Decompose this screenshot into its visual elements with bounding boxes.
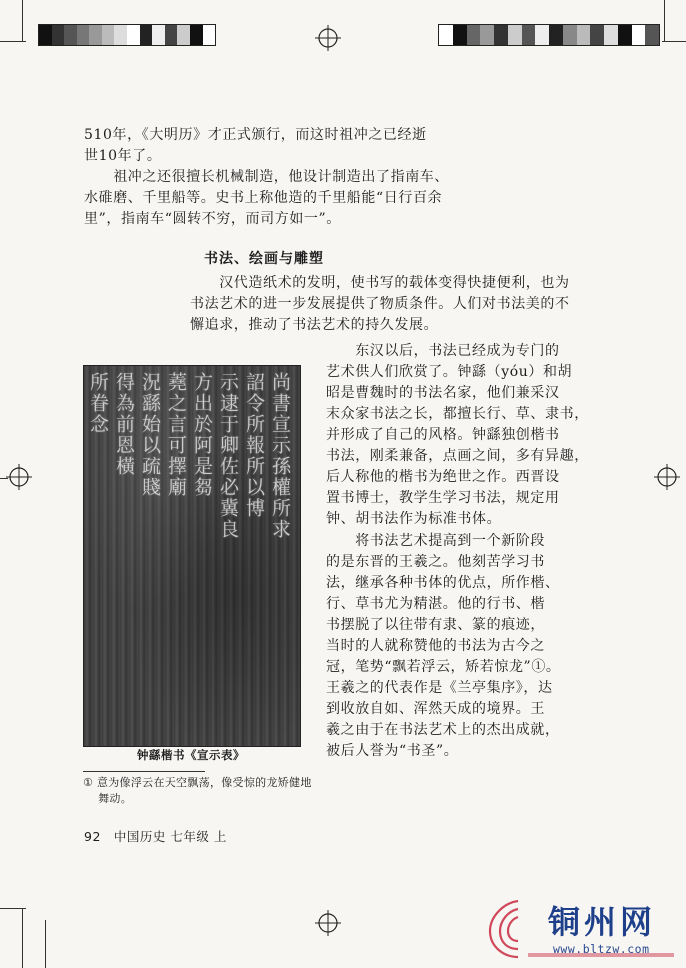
rubbing-column: 詔令所報所以博	[243, 372, 265, 519]
watermark-url: www.bltzw.com	[553, 942, 650, 956]
intro-paragraph: 510年，《大明历》才正式颁行，而这时祖冲之已经逝 世10年了。	[84, 127, 427, 164]
rubbing-column: 況繇始以疏賤	[139, 372, 161, 498]
rubbing-column: 示逮于卿佐必冀良	[217, 372, 239, 540]
crop-mark	[45, 920, 46, 968]
crop-mark	[664, 0, 665, 42]
crop-mark	[22, 0, 23, 42]
footnote: ① 意为像浮云在天空飘荡，像受惊的龙矫健地 舞动。	[83, 776, 312, 805]
body-paragraph: 东汉以后，书法已经成为专门的 艺术供人们欣赏了。钟繇（yóu）和胡 昭是曹魏时的书法名家，他们兼采汉 末众家书法之长，都擅长行、草、隶书， 并形成了自己的风格。钟繇独创楷书 书法，刚柔兼备，点画之间，多有异趣， 后人称他的楷书为绝世之作。西晋设 置书博士，教学生学习书法，规定用 钟、胡书法作为标准书体。	[326, 343, 589, 527]
intro-paragraph: 祖冲之还很擅长机械制造，他设计制造出了指南车、 水碓磨、千里船等。史书上称他造的千里船能“日行百余 里”，指南车“圆转不穷，而司方如一”。	[84, 169, 449, 227]
watermark-title: 铜州网	[548, 903, 657, 941]
rubbing-column: 所眷念	[87, 372, 109, 435]
crop-mark	[662, 41, 686, 42]
body-paragraph: 将书法艺术提高到一个新阶段 的是东晋的王羲之。他刻苦学习书 法，继承各种书体的优点，所作楷、 行、草书尤为精湛。他的行书、楷 书摆脱了以往带有隶、篆的痕迹， 当时的人就称赞他的书法为古今之 冠，笔势“飘若浮云，矫若惊龙”①。 王羲之的代表作是《兰亭集序》，达 到收放自如、浑然天成的境界。王 羲之由于在书法艺术上的杰出成就， 被后人誉为“书圣”。	[326, 533, 561, 759]
registration-mark-icon	[6, 464, 32, 490]
registration-mark-icon	[654, 464, 680, 490]
page-folio: 92 中国历史 七年级 上	[84, 829, 227, 844]
registration-mark-icon	[315, 910, 341, 936]
section-heading: 书法、绘画与雕塑	[204, 251, 324, 267]
rubbing-column: 蕘之言可擇廟	[165, 372, 187, 498]
registration-mark-icon	[315, 25, 341, 51]
color-bar-right	[438, 24, 660, 46]
crop-mark	[22, 908, 23, 968]
crop-mark	[0, 478, 8, 479]
calligraphy-rubbing-image	[83, 365, 301, 747]
footnote-rule	[83, 771, 205, 772]
color-bar-left	[38, 24, 216, 46]
rubbing-column: 得為前恩橫	[113, 372, 135, 477]
body-paragraph: 汉代造纸术的发明，使书写的载体变得快捷便利，也为 书法艺术的进一步发展提供了物质条件。人们对书法美的不 懈追求，推动了书法艺术的持久发展。	[190, 275, 570, 333]
rubbing-column: 方出於阿是芻	[191, 372, 213, 498]
figure-caption: 钟繇楷书《宣示表》	[137, 748, 245, 762]
rubbing-column: 尚書宣示孫權所求	[269, 372, 291, 540]
